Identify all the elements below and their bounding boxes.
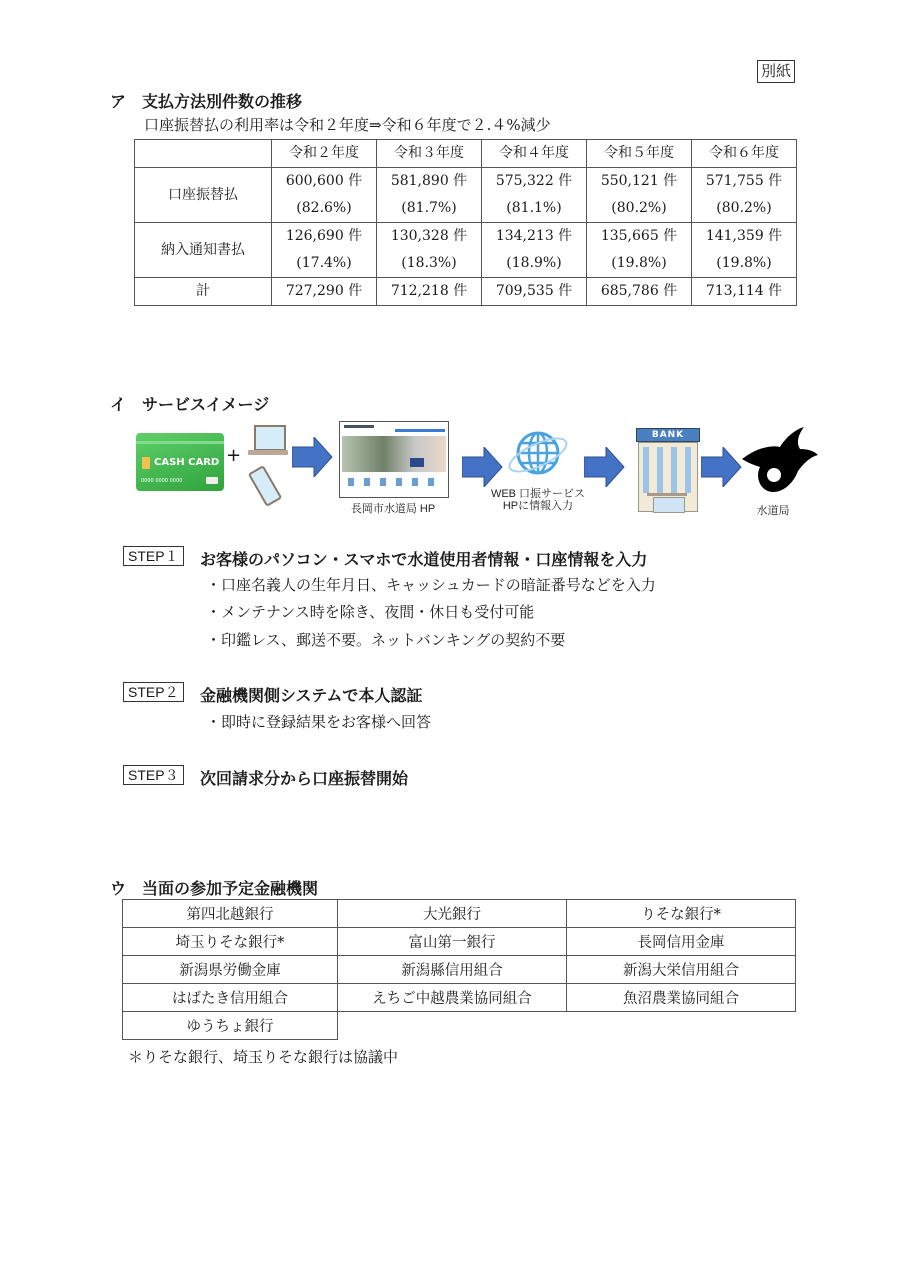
column-header: 令和２年度 — [272, 140, 377, 168]
row-label: 口座振替払 — [135, 168, 272, 223]
bank-cell: はばたき信用組合 — [123, 984, 338, 1012]
bureau-caption: 水道局 — [756, 505, 790, 517]
footnote: ＊りそな銀行、埼玉りそな銀行は協議中 — [128, 1048, 399, 1066]
section-b-heading — [110, 392, 269, 415]
row-label: 納入通知書払 — [135, 223, 272, 278]
hp-caption: 長岡市水道局 HP — [350, 503, 436, 515]
step-3 — [123, 765, 184, 785]
arrow-icon — [292, 437, 334, 477]
bank-cell: りそな銀行* — [567, 900, 796, 928]
step-2-bullet: ・即時に登録結果をお客様へ回答 — [206, 713, 432, 731]
table-cell — [587, 223, 692, 278]
column-header: 令和５年度 — [587, 140, 692, 168]
table-cell — [377, 168, 482, 223]
step-1-bullet: ・口座名義人の生年月日、キャッシュカードの暗証番号などを入力 — [206, 576, 656, 594]
step-2-label: STEP２ — [123, 682, 184, 702]
step-1-bullet: ・印鑑レス、郵送不要。ネットバンキングの契約不要 — [206, 631, 566, 649]
count-value: 130,328 件 — [390, 228, 468, 244]
count-value: 575,322 件 — [495, 173, 573, 189]
table-cell — [482, 223, 587, 278]
column-header: 令和３年度 — [377, 140, 482, 168]
ratio-value: (19.8%) — [716, 255, 772, 271]
table-cell — [587, 168, 692, 223]
plus-sign: + — [226, 445, 242, 466]
step-1 — [123, 546, 184, 566]
bank-cell: 長岡信用金庫 — [567, 928, 796, 956]
bank-cell: 新潟大栄信用組合 — [567, 956, 796, 984]
step-1-title: お客様のパソコン・スマホで水道使用者情報・口座情報を入力 — [200, 550, 648, 569]
count-value: 571,755 件 — [705, 173, 783, 189]
step-1-bullet: ・メンテナンス時を除き、夜間・休日も受付可能 — [206, 603, 535, 621]
ratio-value: (18.3%) — [401, 255, 457, 271]
table-row — [123, 928, 796, 956]
table-row — [123, 1012, 796, 1040]
section-a-title: 支払方法別件数の推移 — [142, 92, 303, 111]
section-b-title: サービスイメージ — [142, 395, 270, 414]
section-c-heading — [110, 876, 318, 899]
section-a-subtitle: 口座振替払の利用率は令和２年度⇒令和６年度で２.４%減少 — [144, 116, 551, 134]
ratio-value: (80.2%) — [716, 200, 772, 216]
ratio-value: (81.7%) — [401, 200, 457, 216]
table-row — [123, 984, 796, 1012]
card-number: 0000 0000 0000 — [141, 478, 183, 484]
laptop-icon — [248, 423, 288, 461]
header-empty-cell — [135, 140, 272, 168]
payment-method-table — [134, 139, 797, 306]
count-value: 550,121 件 — [600, 173, 678, 189]
smartphone-icon — [250, 467, 282, 503]
total-cell: 727,290 件 — [272, 278, 377, 306]
step-3-title: 次回請求分から口座振替開始 — [200, 769, 409, 788]
empty-cell — [338, 1012, 796, 1040]
website-screenshot-icon — [339, 421, 449, 498]
ratio-value: (18.9%) — [506, 255, 562, 271]
count-value: 126,690 件 — [285, 228, 363, 244]
bank-cell: ゆうちょ銀行 — [123, 1012, 338, 1040]
table-row — [123, 956, 796, 984]
section-a-heading — [110, 89, 302, 112]
row-label: 計 — [135, 278, 272, 306]
total-cell: 685,786 件 — [587, 278, 692, 306]
section-b-marker: イ — [110, 395, 127, 414]
arrow-icon — [701, 447, 743, 487]
step-3-label: STEP３ — [123, 765, 184, 785]
column-header: 令和６年度 — [692, 140, 797, 168]
bank-cell: 第四北越銀行 — [123, 900, 338, 928]
bank-cell: 富山第一銀行 — [338, 928, 567, 956]
table-row — [135, 223, 797, 278]
chip-icon — [142, 457, 150, 469]
ratio-value: (82.6%) — [296, 200, 352, 216]
card-text: CASH CARD — [154, 457, 220, 468]
bank-cell: 埼玉りそな銀行* — [123, 928, 338, 956]
ratio-value: (19.8%) — [611, 255, 667, 271]
bank-cell: 魚沼農業協同組合 — [567, 984, 796, 1012]
count-value: 135,665 件 — [600, 228, 678, 244]
column-header: 令和４年度 — [482, 140, 587, 168]
table-header-row — [135, 140, 797, 168]
table-row — [123, 900, 796, 928]
cash-card-icon — [136, 433, 224, 491]
total-row — [135, 278, 797, 306]
bank-cell: 新潟県労働金庫 — [123, 956, 338, 984]
ratio-value: (81.1%) — [506, 200, 562, 216]
count-value: 581,890 件 — [390, 173, 468, 189]
web-service-caption — [480, 488, 596, 512]
bank-cell: えちご中越農業協同組合 — [338, 984, 567, 1012]
table-row — [135, 168, 797, 223]
table-cell — [692, 168, 797, 223]
section-c-title: 当面の参加予定金融機関 — [142, 879, 319, 898]
step-2 — [123, 682, 184, 702]
table-cell — [482, 168, 587, 223]
arrow-icon — [584, 447, 626, 487]
total-cell: 713,114 件 — [692, 278, 797, 306]
water-bureau-logo-icon — [738, 425, 820, 497]
bank-sign: BANK — [636, 428, 700, 442]
bank-cell: 大光銀行 — [338, 900, 567, 928]
step-1-label: STEP１ — [123, 546, 184, 566]
step-2-title: 金融機関側システムで本人認証 — [200, 686, 423, 705]
arrow-icon — [462, 447, 504, 487]
total-cell: 709,535 件 — [482, 278, 587, 306]
count-value: 141,359 件 — [705, 228, 783, 244]
table-cell — [272, 168, 377, 223]
ratio-value: (80.2%) — [611, 200, 667, 216]
bank-cell: 新潟縣信用組合 — [338, 956, 567, 984]
table-cell — [377, 223, 482, 278]
count-value: 600,600 件 — [285, 173, 363, 189]
web-caption-line-2: HPに情報入力 — [502, 500, 574, 512]
globe-icon — [506, 424, 570, 482]
table-cell — [692, 223, 797, 278]
total-cell: 712,218 件 — [377, 278, 482, 306]
count-value: 134,213 件 — [495, 228, 573, 244]
section-a-marker: ア — [110, 92, 127, 111]
financial-institutions-table — [122, 899, 796, 1040]
web-caption-line-1: WEB 口振サービス — [490, 488, 586, 500]
ratio-value: (17.4%) — [296, 255, 352, 271]
table-cell — [272, 223, 377, 278]
section-c-marker: ウ — [110, 879, 127, 898]
bank-building-icon — [636, 428, 700, 510]
attachment-label: 別紙 — [757, 60, 795, 83]
